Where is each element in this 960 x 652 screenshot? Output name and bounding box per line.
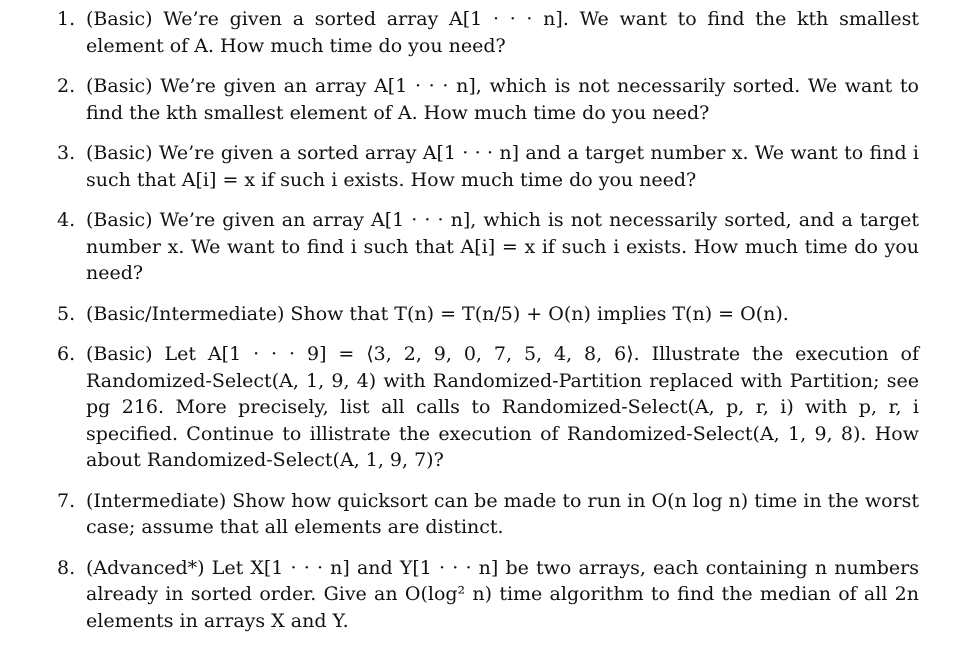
problem-number: 2. xyxy=(57,75,76,97)
problem-number: 1. xyxy=(57,8,76,30)
problem-item xyxy=(57,207,919,287)
problem-number: 4. xyxy=(57,209,76,231)
problem-text: (Basic) We’re given an array A[1 · · · n], which is not necessarily sorted. We want to find the kth smallest element of A. How much time do you need? xyxy=(86,75,919,124)
problem-text: (Intermediate) Show how quicksort can be made to run in O(n log n) time in the worst case; assume that all elements are distinct. xyxy=(86,489,919,538)
problem-number: 6. xyxy=(57,343,76,365)
problem-number: 7. xyxy=(57,489,76,512)
problem-list xyxy=(57,6,919,648)
problem-text: (Advanced*) Let X[1 · · · n] and Y[1 · · · n] be two arrays, each containing n numbers already in sorted order. Give an O(log² n) time algorithm to find the median of all 2n elements in arrays X and Y. xyxy=(86,556,919,632)
problem-item xyxy=(57,6,919,59)
problem-item xyxy=(57,301,919,328)
problem-item xyxy=(57,73,919,126)
problem-item xyxy=(57,341,919,474)
problem-number: 8. xyxy=(57,556,76,579)
problem-text: (Basic) We’re given an array A[1 · · · n], which is not necessarily sorted, and a target number x. We want to find i such that A[i] = x if such i exists. How much time do you need? xyxy=(86,209,919,284)
problem-text: (Basic) We’re given a sorted array A[1 · · · n]. We want to find the kth smallest element of A. How much time do you need? xyxy=(86,8,919,57)
problem-number: 3. xyxy=(57,142,76,164)
problem-item xyxy=(57,140,919,193)
problem-item xyxy=(57,555,919,635)
problem-text: (Basic) Let A[1 · · · 9] = ⟨3, 2, 9, 0, 7, 5, 4, 8, 6⟩. Illustrate the execution of Randomized-Select(A, 1, 9, 4) with Randomized-Partition replaced with Partition; see pg 216. More precisely, list all calls to Randomized-Select(A, p, r, i) with p, r, i specified. Continue to illistrate the execution of Randomized-Select(A, 1, 9, 8). How about Randomized-Select(A, 1, 9, 7)? xyxy=(86,343,919,471)
problem-item xyxy=(57,488,919,541)
problem-text: (Basic) We’re given a sorted array A[1 · · · n] and a target number x. We want to find i such that A[i] = x if such i exists. How much time do you need? xyxy=(86,142,919,191)
problem-text: (Basic/Intermediate) Show that T(n) = T(n/5) + O(n) implies T(n) = O(n). xyxy=(86,302,789,325)
problem-number: 5. xyxy=(57,302,76,325)
